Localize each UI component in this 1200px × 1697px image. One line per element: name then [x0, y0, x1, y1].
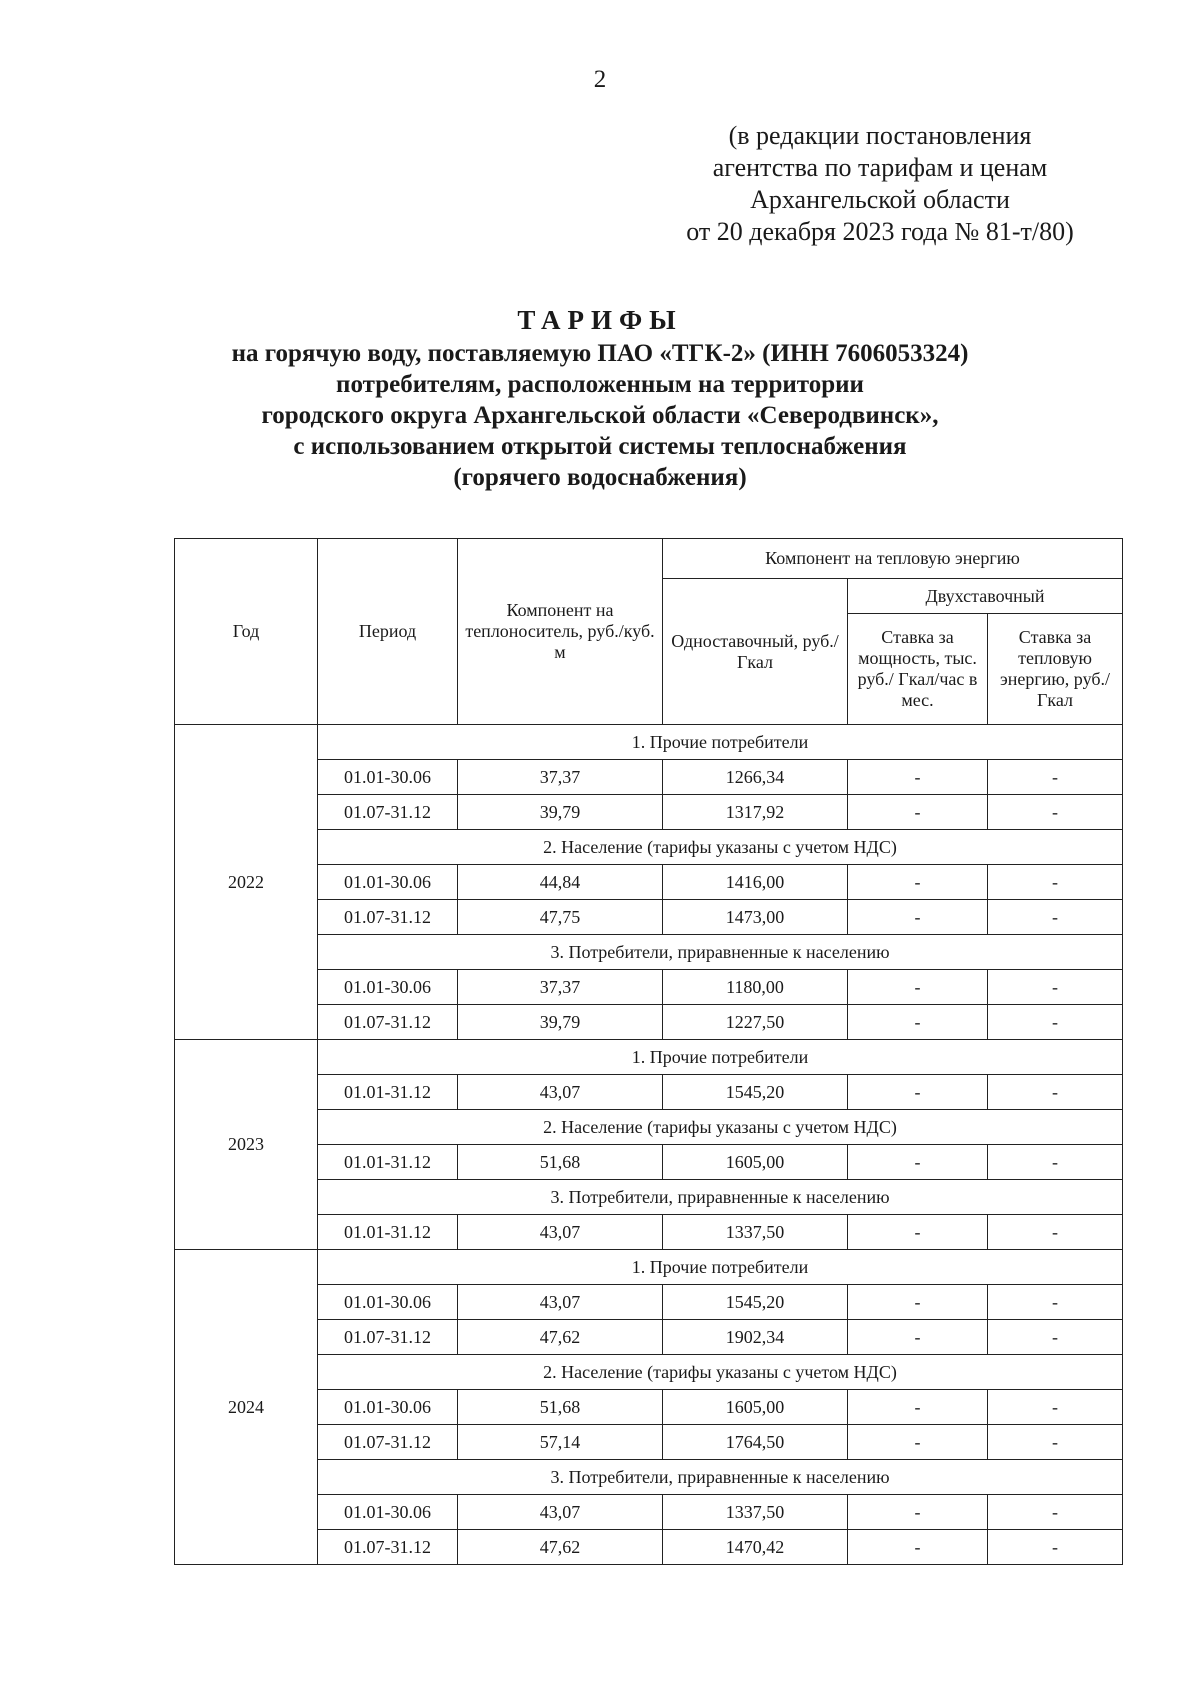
header-carrier: Компонент на теплоноситель, руб./куб. м	[458, 539, 663, 725]
carrier-cell: 43,07	[458, 1215, 663, 1250]
header-heat-component: Компонент на тепловую энергию	[663, 539, 1123, 579]
single-rate-cell: 1180,00	[663, 970, 848, 1005]
power-rate-cell: -	[848, 1320, 988, 1355]
table-row	[175, 760, 1123, 795]
table-body	[175, 725, 1123, 1565]
single-rate-cell: 1337,50	[663, 1495, 848, 1530]
power-rate-cell: -	[848, 1390, 988, 1425]
energy-rate-cell: -	[988, 795, 1123, 830]
energy-rate-cell: -	[988, 1495, 1123, 1530]
energy-rate-cell: -	[988, 1285, 1123, 1320]
energy-rate-cell: -	[988, 865, 1123, 900]
power-rate-cell: -	[848, 1495, 988, 1530]
header-year: Год	[175, 539, 318, 725]
period-cell: 01.07-31.12	[318, 1425, 458, 1460]
carrier-cell: 51,68	[458, 1390, 663, 1425]
power-rate-cell: -	[848, 1215, 988, 1250]
carrier-cell: 43,07	[458, 1075, 663, 1110]
consumer-group-label: 2. Население (тарифы указаны с учетом НДС)	[318, 1355, 1123, 1390]
title-line: с использованием открытой системы теплоснабжения	[293, 433, 907, 460]
group-row	[175, 1355, 1123, 1390]
revision-line: Архангельской области	[750, 185, 1010, 214]
energy-rate-cell: -	[988, 1145, 1123, 1180]
power-rate-cell: -	[848, 1530, 988, 1565]
single-rate-cell: 1416,00	[663, 865, 848, 900]
table-row	[175, 1215, 1123, 1250]
single-rate-cell: 1605,00	[663, 1145, 848, 1180]
period-cell: 01.01-30.06	[318, 1390, 458, 1425]
table-row	[175, 1390, 1123, 1425]
single-rate-cell: 1227,50	[663, 1005, 848, 1040]
group-row	[175, 1180, 1123, 1215]
consumer-group-label: 3. Потребители, приравненные к населению	[318, 935, 1123, 970]
single-rate-cell: 1545,20	[663, 1285, 848, 1320]
title-line: (горячего водоснабжения)	[453, 464, 747, 491]
single-rate-cell: 1902,34	[663, 1320, 848, 1355]
group-row	[175, 830, 1123, 865]
power-rate-cell: -	[848, 1005, 988, 1040]
single-rate-cell: 1470,42	[663, 1530, 848, 1565]
table-header	[175, 539, 1123, 725]
carrier-cell: 47,75	[458, 900, 663, 935]
energy-rate-cell: -	[988, 1390, 1123, 1425]
carrier-cell: 43,07	[458, 1495, 663, 1530]
power-rate-cell: -	[848, 795, 988, 830]
single-rate-cell: 1266,34	[663, 760, 848, 795]
group-row	[175, 935, 1123, 970]
power-rate-cell: -	[848, 760, 988, 795]
table-row	[175, 1425, 1123, 1460]
consumer-group-label: 2. Население (тарифы указаны с учетом НДС)	[318, 1110, 1123, 1145]
table-row	[175, 1530, 1123, 1565]
energy-rate-cell: -	[988, 1425, 1123, 1460]
table-row	[175, 1145, 1123, 1180]
year-cell: 2022	[175, 725, 318, 1040]
period-cell: 01.01-30.06	[318, 970, 458, 1005]
table-row	[175, 1005, 1123, 1040]
title-line: потребителям, расположенным на территории	[336, 371, 864, 398]
energy-rate-cell: -	[988, 970, 1123, 1005]
title-line: городского округа Архангельской области «Северодвинск»,	[261, 402, 939, 429]
year-cell: 2024	[175, 1250, 318, 1565]
period-cell: 01.07-31.12	[318, 1320, 458, 1355]
consumer-group-label: 1. Прочие потребители	[318, 725, 1123, 760]
power-rate-cell: -	[848, 1425, 988, 1460]
group-row	[175, 1250, 1123, 1285]
period-cell: 01.07-31.12	[318, 900, 458, 935]
tariff-table	[174, 538, 1123, 1565]
period-cell: 01.07-31.12	[318, 1530, 458, 1565]
period-cell: 01.01-31.12	[318, 1215, 458, 1250]
period-cell: 01.01-30.06	[318, 1495, 458, 1530]
table-row	[175, 970, 1123, 1005]
carrier-cell: 39,79	[458, 795, 663, 830]
group-row	[175, 725, 1123, 760]
carrier-cell: 47,62	[458, 1530, 663, 1565]
revision-line: от 20 декабря 2023 года № 81-т/80)	[686, 217, 1074, 246]
single-rate-cell: 1473,00	[663, 900, 848, 935]
table-row	[175, 795, 1123, 830]
energy-rate-cell: -	[988, 1215, 1123, 1250]
power-rate-cell: -	[848, 1145, 988, 1180]
header-power-rate: Ставка за мощность, тыс. руб./ Гкал/час в мес.	[848, 614, 988, 725]
carrier-cell: 51,68	[458, 1145, 663, 1180]
header-energy-rate: Ставка за тепловую энергию, руб./Гкал	[988, 614, 1123, 725]
table-row	[175, 865, 1123, 900]
single-rate-cell: 1545,20	[663, 1075, 848, 1110]
page-number: 2	[593, 66, 607, 93]
carrier-cell: 37,37	[458, 970, 663, 1005]
period-cell: 01.01-30.06	[318, 865, 458, 900]
consumer-group-label: 3. Потребители, приравненные к населению	[318, 1460, 1123, 1495]
table-row	[175, 1495, 1123, 1530]
power-rate-cell: -	[848, 900, 988, 935]
header-single-rate: Одноставочный, руб./Гкал	[663, 579, 848, 725]
header-period: Период	[318, 539, 458, 725]
energy-rate-cell: -	[988, 1005, 1123, 1040]
carrier-cell: 47,62	[458, 1320, 663, 1355]
period-cell: 01.01-30.06	[318, 760, 458, 795]
carrier-cell: 57,14	[458, 1425, 663, 1460]
energy-rate-cell: -	[988, 900, 1123, 935]
period-cell: 01.07-31.12	[318, 1005, 458, 1040]
revision-note	[620, 120, 1140, 248]
carrier-cell: 44,84	[458, 865, 663, 900]
header-two-part: Двухставочный	[848, 579, 1123, 614]
power-rate-cell: -	[848, 1075, 988, 1110]
group-row	[175, 1460, 1123, 1495]
power-rate-cell: -	[848, 970, 988, 1005]
table-row	[175, 1075, 1123, 1110]
single-rate-cell: 1317,92	[663, 795, 848, 830]
carrier-cell: 39,79	[458, 1005, 663, 1040]
single-rate-cell: 1764,50	[663, 1425, 848, 1460]
period-cell: 01.01-30.06	[318, 1285, 458, 1320]
consumer-group-label: 2. Население (тарифы указаны с учетом НДС)	[318, 830, 1123, 865]
power-rate-cell: -	[848, 865, 988, 900]
table-row	[175, 1285, 1123, 1320]
table-row	[175, 1320, 1123, 1355]
energy-rate-cell: -	[988, 1320, 1123, 1355]
period-cell: 01.01-31.12	[318, 1075, 458, 1110]
energy-rate-cell: -	[988, 760, 1123, 795]
single-rate-cell: 1337,50	[663, 1215, 848, 1250]
revision-line: (в редакции постановления	[728, 121, 1032, 150]
consumer-group-label: 3. Потребители, приравненные к населению	[318, 1180, 1123, 1215]
consumer-group-label: 1. Прочие потребители	[318, 1250, 1123, 1285]
energy-rate-cell: -	[988, 1075, 1123, 1110]
energy-rate-cell: -	[988, 1530, 1123, 1565]
power-rate-cell: -	[848, 1285, 988, 1320]
period-cell: 01.07-31.12	[318, 795, 458, 830]
revision-line: агентства по тарифам и ценам	[712, 153, 1048, 182]
year-cell: 2023	[175, 1040, 318, 1250]
period-cell: 01.01-31.12	[318, 1145, 458, 1180]
table-row	[175, 900, 1123, 935]
title-main: ТАРИФЫ	[517, 305, 683, 335]
single-rate-cell: 1605,00	[663, 1390, 848, 1425]
carrier-cell: 43,07	[458, 1285, 663, 1320]
group-row	[175, 1110, 1123, 1145]
group-row	[175, 1040, 1123, 1075]
carrier-cell: 37,37	[458, 760, 663, 795]
consumer-group-label: 1. Прочие потребители	[318, 1040, 1123, 1075]
title-line: на горячую воду, поставляемую ПАО «ТГК-2» (ИНН 7606053324)	[231, 340, 969, 367]
document-title	[130, 305, 1070, 493]
